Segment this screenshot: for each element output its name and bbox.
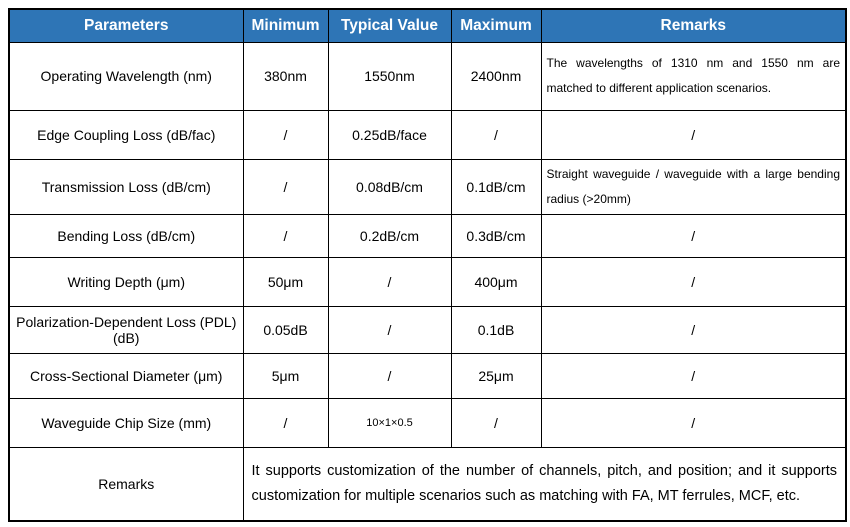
typical-value: 0.08dB/cm	[328, 159, 451, 214]
table-row-polarization-dependent-loss	[9, 306, 846, 353]
minimum-value: 50μm	[243, 257, 328, 306]
remarks-value: /	[541, 257, 846, 306]
table-row-footer-remarks	[9, 447, 846, 521]
header-remarks: Remarks	[541, 9, 846, 42]
table-row-operating-wavelength	[9, 42, 846, 110]
header-row	[9, 9, 846, 42]
remarks-value: /	[541, 398, 846, 447]
table-row-bending-loss	[9, 214, 846, 257]
spec-table	[8, 8, 847, 522]
parameter-name: Operating Wavelength (nm)	[9, 42, 243, 110]
maximum-value: 0.1dB/cm	[451, 159, 541, 214]
table-row-writing-depth	[9, 257, 846, 306]
maximum-value: /	[451, 398, 541, 447]
minimum-value: /	[243, 398, 328, 447]
minimum-value: 380nm	[243, 42, 328, 110]
remarks-value: Straight waveguide / waveguide with a large bending radius (>20mm)	[541, 159, 846, 214]
typical-value: /	[328, 257, 451, 306]
maximum-value: 25μm	[451, 353, 541, 398]
header-maximum: Maximum	[451, 9, 541, 42]
table-row-waveguide-chip-size	[9, 398, 846, 447]
typical-value: 0.2dB/cm	[328, 214, 451, 257]
remarks-value: /	[541, 306, 846, 353]
header-minimum: Minimum	[243, 9, 328, 42]
typical-value: /	[328, 353, 451, 398]
footer-remarks-text: It supports customization of the number of channels, pitch, and position; and it supports customization for multiple scenarios such as matching with FA, MT ferrules, MCF, etc.	[243, 447, 846, 521]
minimum-value: 0.05dB	[243, 306, 328, 353]
typical-value: 1550nm	[328, 42, 451, 110]
header-typical-value: Typical Value	[328, 9, 451, 42]
remarks-value: /	[541, 353, 846, 398]
parameter-name: Edge Coupling Loss (dB/fac)	[9, 110, 243, 159]
minimum-value: /	[243, 110, 328, 159]
table-row-cross-sectional-diameter	[9, 353, 846, 398]
parameter-name: Cross-Sectional Diameter (μm)	[9, 353, 243, 398]
maximum-value: 0.1dB	[451, 306, 541, 353]
remarks-value: The wavelengths of 1310 nm and 1550 nm are matched to different application scenarios.	[541, 42, 846, 110]
maximum-value: /	[451, 110, 541, 159]
parameter-name: Polarization-Dependent Loss (PDL) (dB)	[9, 306, 243, 353]
parameter-name: Waveguide Chip Size (mm)	[9, 398, 243, 447]
typical-value: 10×1×0.5	[328, 398, 451, 447]
typical-value: 0.25dB/face	[328, 110, 451, 159]
table-row-edge-coupling-loss	[9, 110, 846, 159]
footer-remarks-label: Remarks	[9, 447, 243, 521]
typical-value: /	[328, 306, 451, 353]
minimum-value: /	[243, 159, 328, 214]
table-row-transmission-loss	[9, 159, 846, 214]
minimum-value: 5μm	[243, 353, 328, 398]
parameter-name: Transmission Loss (dB/cm)	[9, 159, 243, 214]
parameter-name: Writing Depth (μm)	[9, 257, 243, 306]
minimum-value: /	[243, 214, 328, 257]
remarks-value: /	[541, 214, 846, 257]
remarks-value: /	[541, 110, 846, 159]
parameter-name: Bending Loss (dB/cm)	[9, 214, 243, 257]
header-parameters: Parameters	[9, 9, 243, 42]
maximum-value: 0.3dB/cm	[451, 214, 541, 257]
maximum-value: 400μm	[451, 257, 541, 306]
maximum-value: 2400nm	[451, 42, 541, 110]
